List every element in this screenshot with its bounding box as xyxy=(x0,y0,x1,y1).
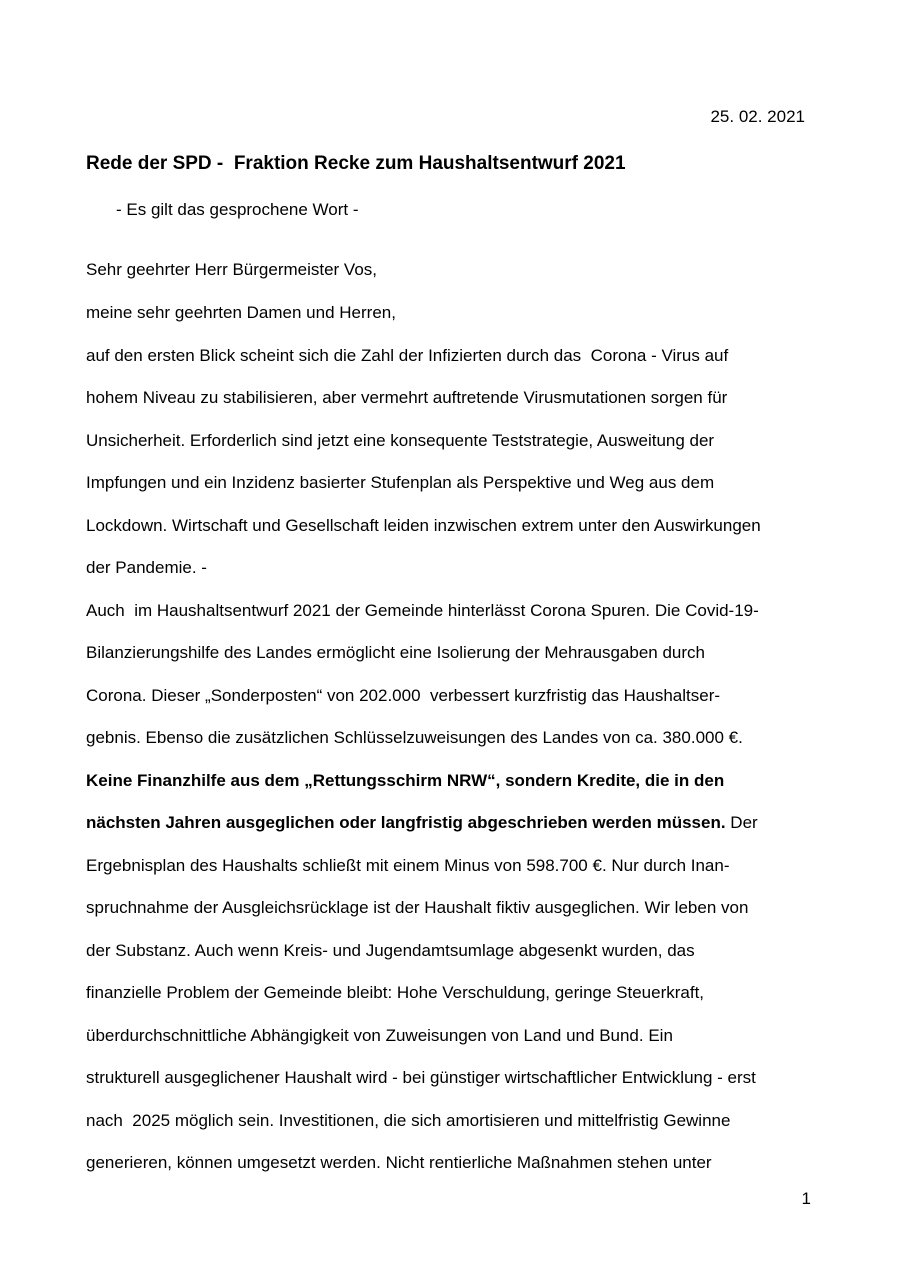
body-line: Auch im Haushaltsentwurf 2021 der Gemeinde hinterlässt Corona Spuren. Die Covid-19- xyxy=(86,601,759,620)
body-line: auf den ersten Blick scheint sich die Zahl der Infizierten durch das Corona - Virus auf xyxy=(86,346,729,365)
body-text: Der xyxy=(725,813,758,832)
body-line: Bilanzierungshilfe des Landes ermöglicht eine Isolierung der Mehrausgaben durch xyxy=(86,643,705,662)
body-line: Impfungen und ein Inzidenz basierter Stufenplan als Perspektive und Weg aus dem xyxy=(86,473,715,492)
body-line-mixed xyxy=(86,812,758,834)
body-line: strukturell ausgeglichener Haushalt wird - bei günstiger wirtschaftlicher Entwicklung - erst xyxy=(86,1068,756,1087)
body-line: nach 2025 möglich sein. Investitionen, die sich amortisieren und mittelfristig Gewinne xyxy=(86,1111,731,1130)
document-subtitle: - Es gilt das gesprochene Wort - xyxy=(116,200,359,219)
body-line: der Substanz. Auch wenn Kreis- und Jugendamtsumlage abgesenkt wurden, das xyxy=(86,941,695,960)
document-date: 25. 02. 2021 xyxy=(710,107,805,126)
body-line: finanzielle Problem der Gemeinde bleibt: Hohe Verschuldung, geringe Steuerkraft, xyxy=(86,983,705,1002)
page-number: 1 xyxy=(801,1189,811,1208)
body-line: generieren, können umgesetzt werden. Nicht rentierliche Maßnahmen stehen unter xyxy=(86,1153,712,1172)
body-line: Corona. Dieser „Sonderposten“ von 202.000 verbessert kurzfristig das Haushaltser- xyxy=(86,686,721,705)
body-line: spruchnahme der Ausgleichsrücklage ist der Haushalt fiktiv ausgeglichen. Wir leben von xyxy=(86,898,749,917)
emphasis-text: nächsten Jahren ausgeglichen oder langfristig abgeschrieben werden müssen. xyxy=(86,813,726,832)
salutation-line: Sehr geehrter Herr Bürgermeister Vos, xyxy=(86,260,378,279)
body-line: hohem Niveau zu stabilisieren, aber vermehrt auftretende Virusmutationen sorgen für xyxy=(86,388,728,407)
emphasis-text: Keine Finanzhilfe aus dem „Rettungsschirm NRW“, sondern Kredite, die in den xyxy=(86,771,725,790)
salutation-line: meine sehr geehrten Damen und Herren, xyxy=(86,303,396,322)
document-title: Rede der SPD - Fraktion Recke zum Haushaltsentwurf 2021 xyxy=(86,153,626,174)
body-line-bold xyxy=(86,770,724,792)
body-line: gebnis. Ebenso die zusätzlichen Schlüsselzuweisungen des Landes von ca. 380.000 €. xyxy=(86,728,743,747)
body-line: Lockdown. Wirtschaft und Gesellschaft leiden inzwischen extrem unter den Auswirkungen xyxy=(86,516,761,535)
body-line: Unsicherheit. Erforderlich sind jetzt eine konsequente Teststrategie, Ausweitung der xyxy=(86,431,715,450)
body-line: überdurchschnittliche Abhängigkeit von Zuweisungen von Land und Bund. Ein xyxy=(86,1026,673,1045)
body-line: Ergebnisplan des Haushalts schließt mit einem Minus von 598.700 €. Nur durch Inan- xyxy=(86,856,730,875)
body-line: der Pandemie. - xyxy=(86,558,207,577)
